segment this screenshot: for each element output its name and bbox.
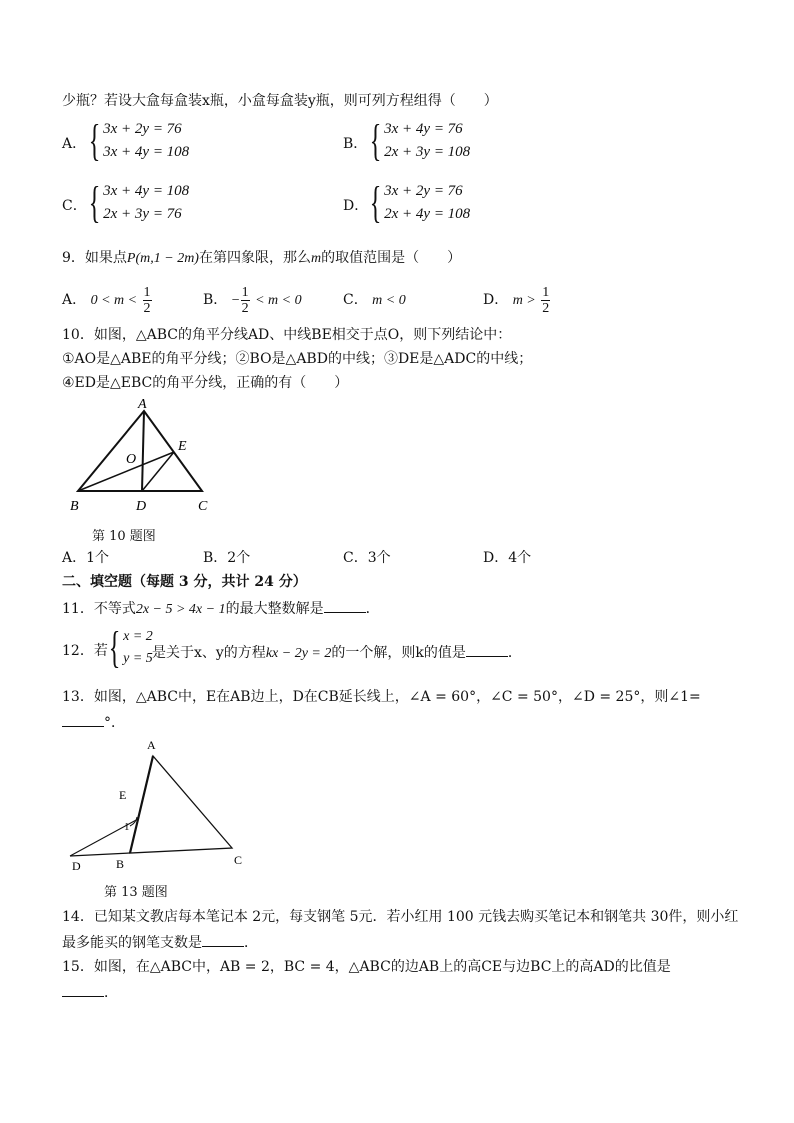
q9-stem [62, 249, 461, 268]
answer-blank[interactable] [466, 642, 508, 657]
q9-c-expr: m < 0 [372, 293, 406, 308]
q9-a-expr: 0 < m < [90, 293, 138, 308]
q9-d-expr: m > [512, 293, 536, 308]
q11-inequality: 2x − 5 > 4x − 1 [135, 602, 226, 617]
q9-var: m [310, 251, 322, 266]
q8-option-a-label: A． [62, 136, 87, 152]
label-c: C [234, 853, 243, 867]
label-e: E [119, 788, 127, 802]
q13-caption: 第 13 题图 [104, 885, 168, 900]
segment-ab [130, 756, 153, 853]
q10-line3: ④ED是△EBC的角平分线，正确的有（ ） [62, 375, 349, 391]
q14-line1: 14．已知某文教店每本笔记本 2元，每支钢笔 5元．若小红用 100 元钱去购买笔记本和钢笔共 30件，则小红 [62, 909, 739, 925]
q9-c-label: C． [343, 292, 368, 308]
answer-blank[interactable] [324, 598, 366, 613]
q15-line2 [62, 982, 118, 1002]
q8-option-c-system [84, 180, 189, 226]
q8-b-eq2: 2x + 3y = 108 [384, 144, 471, 160]
q12-rest [152, 642, 522, 663]
q9-a-fraction: $\frac{1}{2}$ [143, 284, 151, 316]
answer-blank[interactable] [62, 982, 104, 997]
q9-option-d [483, 283, 551, 318]
q12-eq1: x = 2 [123, 629, 153, 644]
q10-line1: 10．如图，△ABC的角平分线AD、中线BE相交于点O，则下列结论中： [62, 327, 512, 343]
q9-b-label: B． [203, 292, 228, 308]
brace-icon: { [369, 116, 382, 165]
q9-option-c [343, 283, 406, 318]
q12-text-a: 12．若 [62, 643, 108, 659]
triangle-abc [130, 756, 232, 853]
q9-b-sign: − [231, 293, 240, 308]
q8-option-d-label: D． [343, 198, 369, 214]
q14-end: ． [244, 935, 258, 951]
q9-stem-part-c: 的取值范围是（ ） [321, 250, 462, 266]
q12-end: ． [507, 645, 522, 661]
q8-d-eq1: 3x + 2y = 76 [384, 183, 463, 199]
q14-line2 [62, 932, 258, 952]
q9-stem-part-a: 9．如果点 [62, 250, 127, 266]
q13-line2 [62, 712, 125, 732]
label-a: A [138, 397, 147, 412]
q9-b-expr: < m < 0 [255, 293, 302, 308]
q10-line2: ①AO是△ABE的角平分线；②BO是△ABD的中线；③DE是△ADC的中线； [62, 351, 533, 367]
q15-end: ． [104, 985, 118, 1001]
q9-b-fraction: $\frac{1}{2}$ [241, 284, 249, 316]
q12-text-c: 的一个解，则k的值是 [331, 645, 466, 661]
brace-icon: { [88, 178, 101, 227]
q11-end: ． [365, 601, 380, 617]
q14-line2-text: 最多能买的钢笔支数是 [62, 935, 202, 951]
q9-d-label: D． [483, 292, 509, 308]
q12-system [104, 623, 153, 672]
label-e: E [178, 439, 187, 454]
q8-stem: 少瓶？若设大盒每盒装x瓶，小盒每盒装y瓶，则可列方程组得（ ） [62, 93, 498, 109]
q9-stem-part-b: 在第四象限，那么 [198, 250, 311, 266]
q13-line1: 13．如图，△ABC中，E在AB边上，D在CB延长线上，∠A = 60°，∠C = 50°，∠D = 25°，则∠1= [62, 689, 701, 705]
q11-text-a: 11．不等式 [62, 601, 136, 617]
segment-db [70, 853, 130, 856]
segment-ad [142, 411, 144, 491]
q8-c-eq1: 3x + 4y = 108 [103, 183, 190, 199]
answer-blank[interactable] [202, 932, 244, 947]
q9-a-label: A． [62, 292, 87, 308]
q8-option-b-system [365, 118, 470, 164]
q10-option-d: D．4个 [483, 550, 532, 566]
label-c: C [198, 499, 208, 514]
label-d: D [136, 499, 147, 514]
answer-blank[interactable] [62, 712, 104, 727]
q15-line1: 15．如图，在△ABC中，AB = 2，BC = 4，△ABC的边AB上的高CE与边BC上的高AD的比值是 [62, 959, 671, 975]
q9-option-a [62, 283, 153, 318]
q13-triangle-figure [64, 736, 254, 874]
q8-option-a-system [84, 118, 189, 164]
q9-option-b [203, 283, 302, 318]
brace-icon: { [108, 623, 121, 672]
label-b: B [70, 499, 79, 514]
brace-icon: { [88, 116, 101, 165]
label-angle-1: 1 [124, 821, 130, 833]
q12-equation: kx − 2y = 2 [265, 646, 332, 661]
q9-point: P(m,1 − 2m) [126, 251, 199, 266]
q8-option-c-label: C． [62, 198, 87, 214]
label-b: B [116, 857, 125, 871]
brace-icon: { [369, 178, 382, 227]
q10-caption: 第 10 题图 [92, 529, 156, 544]
q8-option-d-system [365, 180, 470, 226]
q11-text-b: 的最大整数解是 [225, 601, 324, 617]
q10-option-c: C．3个 [343, 550, 391, 566]
q8-option-b-label: B． [343, 136, 368, 152]
q10-triangle-figure [66, 396, 226, 518]
q10-option-b: B．2个 [203, 550, 251, 566]
label-d: D [72, 859, 81, 873]
q10-option-a: A．1个 [62, 550, 110, 566]
section-title: 二、填空题（每题 3 分，共计 24 分） [62, 574, 307, 590]
q11 [62, 598, 380, 619]
q12-eq2: y = 5 [123, 651, 153, 666]
q8-b-eq1: 3x + 4y = 76 [384, 121, 463, 137]
label-o: O [126, 452, 137, 467]
q8-a-eq1: 3x + 2y = 76 [103, 121, 182, 137]
q8-d-eq2: 2x + 4y = 108 [384, 206, 471, 222]
q12-text-b: 是关于x、y的方程 [152, 645, 266, 661]
q9-d-fraction: $\frac{1}{2}$ [542, 284, 550, 316]
q8-c-eq2: 2x + 3y = 76 [103, 206, 182, 222]
label-a: A [147, 738, 156, 752]
q13-end: °． [104, 715, 125, 731]
q8-a-eq2: 3x + 4y = 108 [103, 144, 190, 160]
